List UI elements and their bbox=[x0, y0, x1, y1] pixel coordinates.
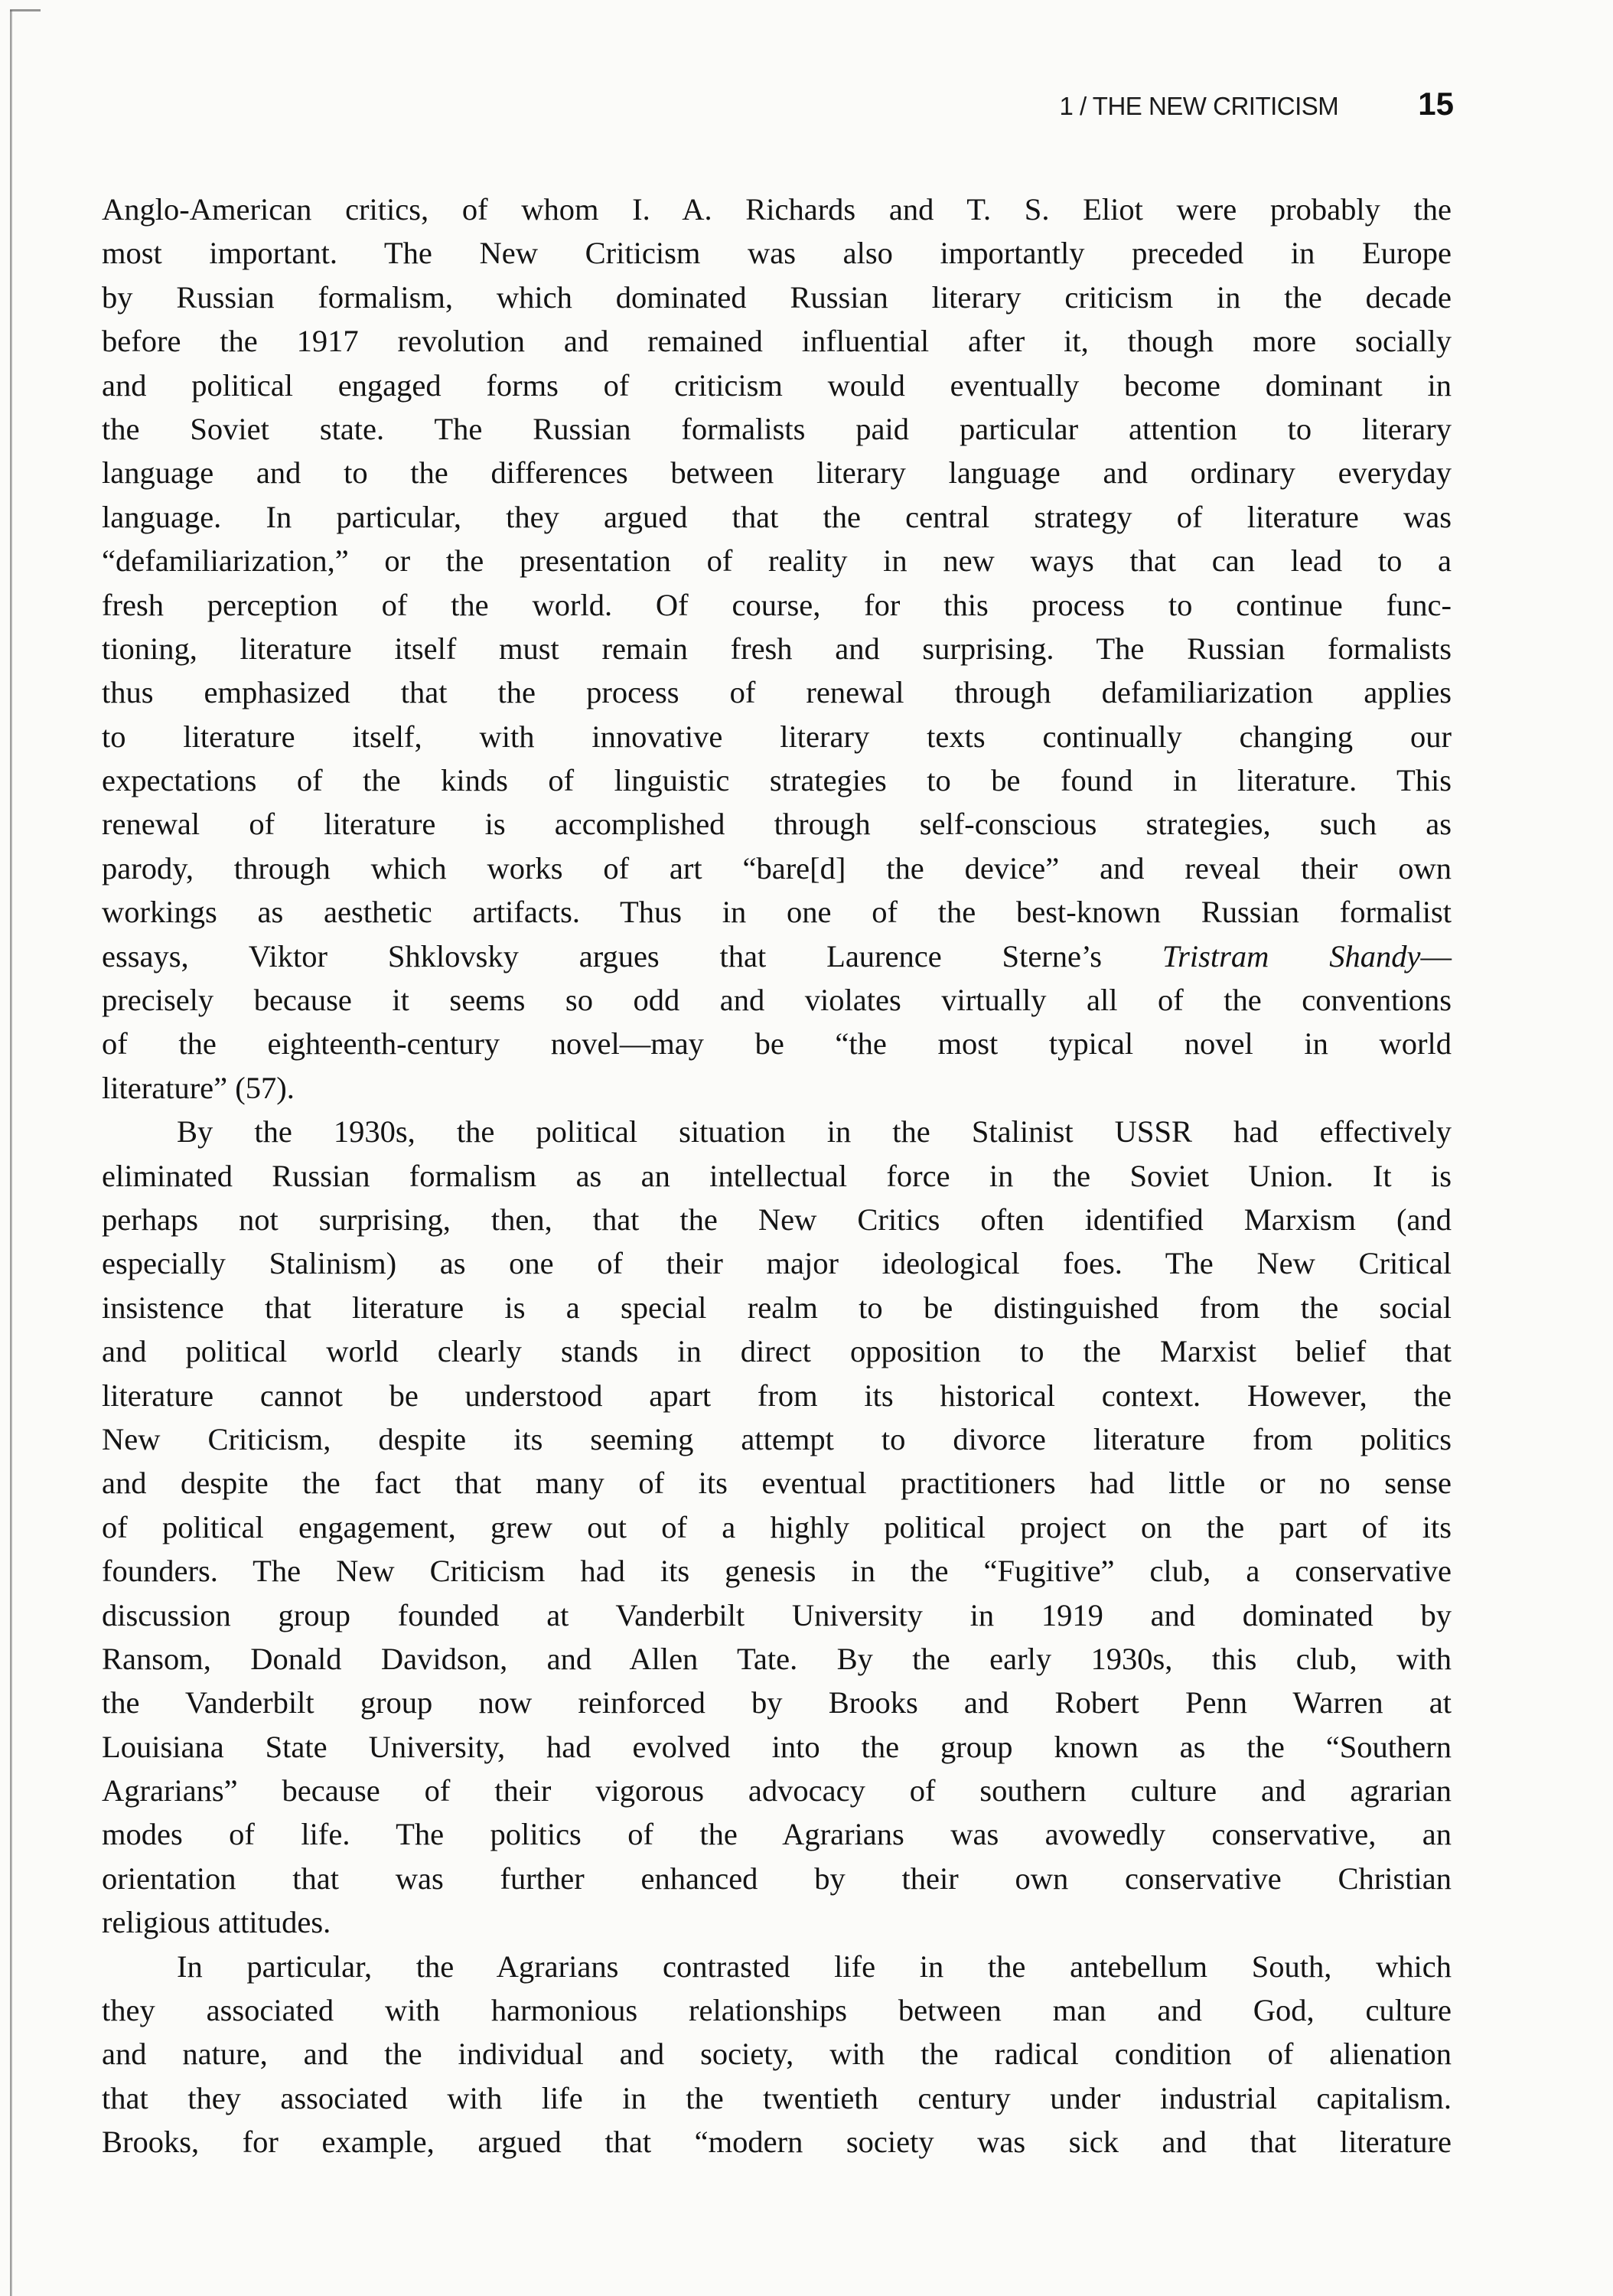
text-line: expectations of the kinds of linguistic strategies to be found in literature. This bbox=[102, 763, 1452, 798]
running-head-chapter: 1 / THE NEW CRITICISM bbox=[1059, 92, 1339, 120]
paragraph-stalinism-agrarians bbox=[102, 1110, 1452, 1944]
text-line: modes of life. The politics of the Agrarians was avowedly conservative, an bbox=[102, 1817, 1452, 1852]
text-line: In particular, the Agrarians contrasted life in the antebellum South, which bbox=[177, 1949, 1452, 1984]
italic-book-title: Tristram Shandy bbox=[1162, 938, 1421, 974]
running-head bbox=[972, 86, 1454, 124]
paragraph-formalism bbox=[102, 188, 1452, 1110]
text-line: that they associated with life in the twentieth century under industrial capitalism. bbox=[102, 2080, 1452, 2115]
text-line: before the 1917 revolution and remained influential after it, though more socially bbox=[102, 324, 1452, 359]
text-line: the Soviet state. The Russian formalists paid particular attention to literary bbox=[102, 411, 1452, 446]
text-line: language and to the differences between literary language and ordinary everyday bbox=[102, 455, 1452, 491]
text-line: to literature itself, with innovative literary texts continually changing our bbox=[102, 719, 1452, 754]
text-line: of the eighteenth-century novel—may be “the most typical novel in world bbox=[102, 1026, 1452, 1062]
text-line: and political engaged forms of criticism would eventually become dominant in bbox=[102, 367, 1452, 403]
text-line: insistence that literature is a special realm to be distinguished from the social bbox=[102, 1290, 1452, 1325]
text-line: of political engagement, grew out of a highly political project on the part of its bbox=[102, 1509, 1452, 1544]
text-line: especially Stalinism) as one of their major ideological foes. The New Critical bbox=[102, 1246, 1452, 1281]
text-line: most important. The New Criticism was also importantly preceded in Europe bbox=[102, 236, 1452, 271]
text-line: by Russian formalism, which dominated Russian literary criticism in the decade bbox=[102, 279, 1452, 315]
page-binding-edge bbox=[10, 10, 12, 2296]
text-line: workings as aesthetic artifacts. Thus in one of the best-known Russian formalist bbox=[102, 895, 1452, 930]
text-line: literature cannot be understood apart from its historical context. However, the bbox=[102, 1378, 1452, 1413]
text-line: the Vanderbilt group now reinforced by Brooks and Robert Penn Warren at bbox=[102, 1685, 1452, 1720]
text-line: and political world clearly stands in direct opposition to the Marxist belief that bbox=[102, 1334, 1452, 1369]
text-segment: essays, Viktor Shklovsky argues that Laurence Sterne’s bbox=[102, 938, 1162, 974]
text-line-with-title bbox=[102, 934, 1452, 978]
page-corner-edge bbox=[10, 9, 41, 11]
text-line: renewal of literature is accomplished through self-conscious strategies, such as bbox=[102, 807, 1452, 842]
text-line: tioning, literature itself must remain fresh and surprising. The Russian formalists bbox=[102, 631, 1452, 666]
text-line: Brooks, for example, argued that “modern society was sick and that literature bbox=[102, 2125, 1452, 2160]
text-line: Agrarians” because of their vigorous advocacy of southern culture and agrarian bbox=[102, 1773, 1452, 1808]
body-text bbox=[102, 188, 1452, 2164]
text-line: eliminated Russian formalism as an intellectual force in the Soviet Union. It is bbox=[102, 1158, 1452, 1193]
text-line: New Criticism, despite its seeming attempt to divorce literature from politics bbox=[102, 1421, 1452, 1456]
text-line: orientation that was further enhanced by their own conservative Christian bbox=[102, 1861, 1452, 1896]
paragraph-antebellum bbox=[102, 1945, 1452, 2164]
text-line: and despite the fact that many of its eventual practitioners had little or no sense bbox=[102, 1466, 1452, 1501]
text-line: they associated with harmonious relationships between man and God, culture bbox=[102, 1993, 1452, 2028]
text-line: religious attitudes. bbox=[102, 1905, 331, 1940]
em-dash: — bbox=[1420, 938, 1452, 974]
page-number: 15 bbox=[1418, 86, 1454, 122]
text-line: fresh perception of the world. Of course, for this process to continue func- bbox=[102, 587, 1452, 622]
text-line: By the 1930s, the political situation in the Stalinist USSR had effectively bbox=[177, 1114, 1452, 1150]
text-line: “defamiliarization,” or the presentation of reality in new ways that can lead to a bbox=[102, 543, 1452, 579]
text-line: precisely because it seems so odd and violates virtually all of the conventions bbox=[102, 983, 1452, 1018]
text-line: language. In particular, they argued that the central strategy of literature was bbox=[102, 499, 1452, 534]
text-line: thus emphasized that the process of renewal through defamiliarization applies bbox=[102, 675, 1452, 710]
text-line: literature” (57). bbox=[102, 1070, 295, 1105]
text-line: and nature, and the individual and society, with the radical condition of alienation bbox=[102, 2037, 1452, 2072]
text-line: founders. The New Criticism had its genesis in the “Fugitive” club, a conservative bbox=[102, 1554, 1452, 1589]
text-line: perhaps not surprising, then, that the New Critics often identified Marxism (and bbox=[102, 1202, 1452, 1237]
text-line: discussion group founded at Vanderbilt University in 1919 and dominated by bbox=[102, 1597, 1452, 1632]
text-line: parody, through which works of art “bare[d] the device” and reveal their own bbox=[102, 850, 1452, 885]
text-line: Anglo-American critics, of whom I. A. Richards and T. S. Eliot were probably the bbox=[102, 192, 1452, 227]
text-line: Ransom, Donald Davidson, and Allen Tate. By the early 1930s, this club, with bbox=[102, 1641, 1452, 1676]
text-line: Louisiana State University, had evolved into the group known as the “Southern bbox=[102, 1729, 1452, 1764]
